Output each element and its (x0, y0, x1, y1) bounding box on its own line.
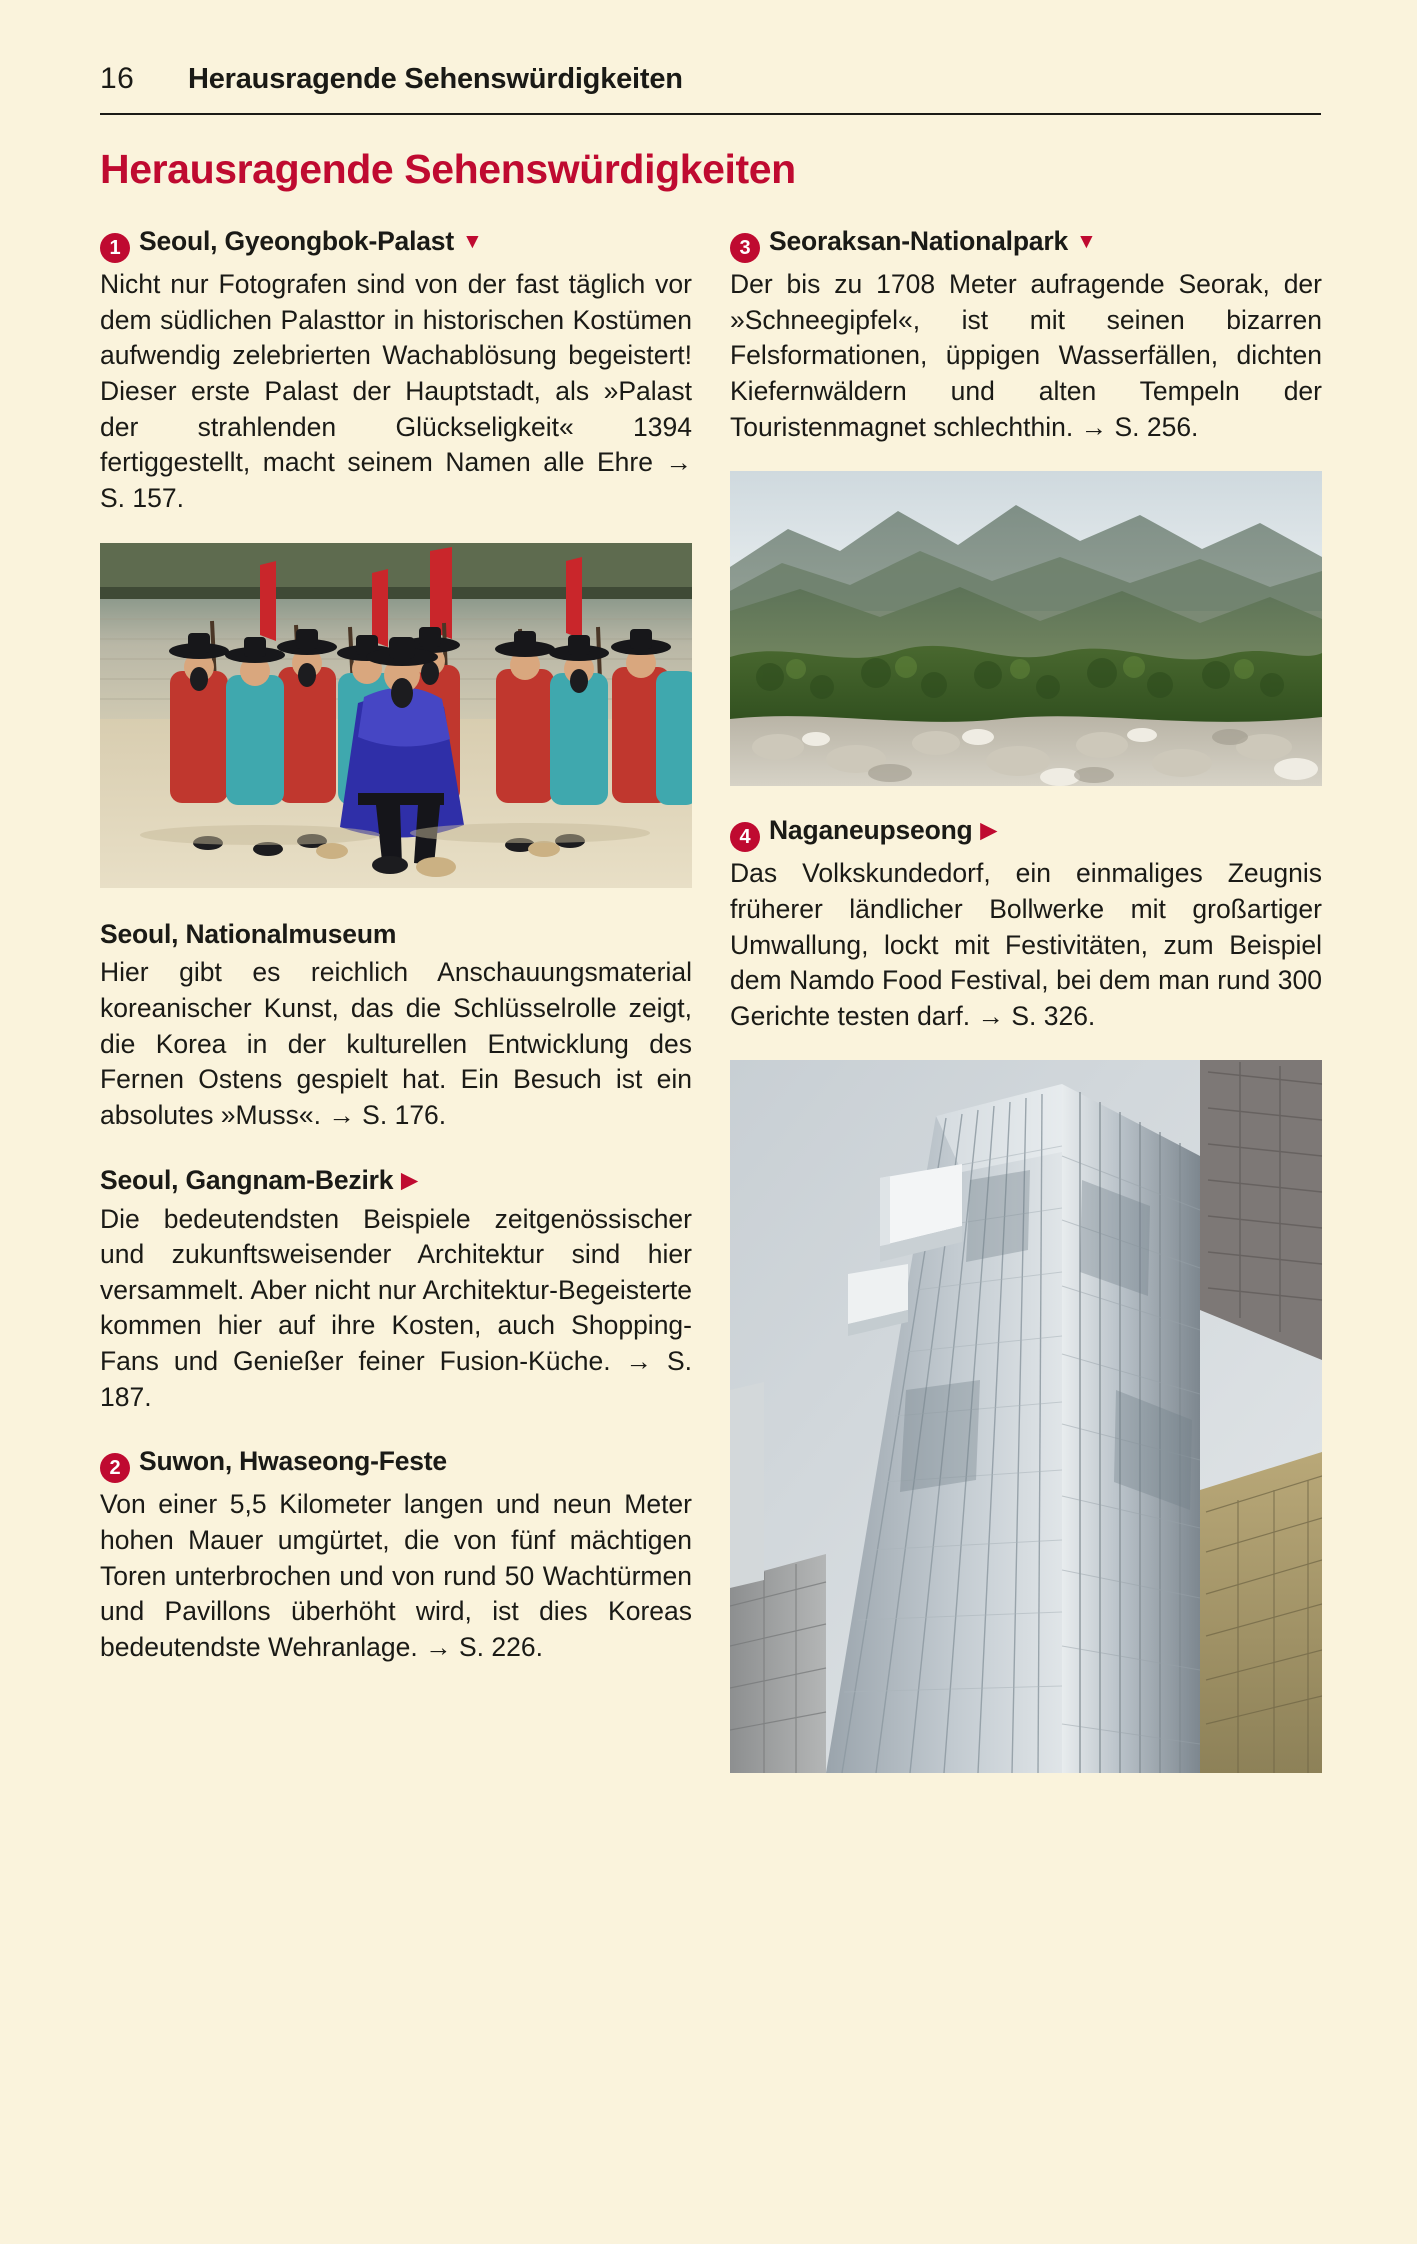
entry-body: Nicht nur Fotografen sind von der fast täglich vor dem südlichen Palasttor in historischen Kostümen aufwendig zelebrierten Wachablösung begeistert! Dieser erste Palast der Hauptstadt, als »Palast der strahlenden Glückseligkeit« 1394 fertiggestellt, macht seinem Namen alle Ehre → S. 157. (100, 269, 692, 513)
photo-royal-guards (100, 543, 692, 888)
entry-heading (100, 918, 692, 952)
entry-heading (100, 225, 692, 263)
photo-gangnam-skyscraper-image (730, 1060, 1322, 1773)
left-column (100, 225, 692, 1696)
header-rule (100, 113, 1321, 115)
entry-body: Hier gibt es reichlich Anschauungsmaterial koreanischer Kunst, das die Schlüsselrolle zeigt, die Korea in der kulturellen Entwicklung des Fernen Ostens gespielt hat. Ein Besuch ist ein absolutes »Muss«. → S. 176. (100, 957, 692, 1130)
entry-naganeupseong (730, 814, 1322, 1034)
number-badge-1: 1 (100, 233, 130, 263)
triangle-right-icon (401, 1170, 417, 1191)
two-column-body (100, 225, 1321, 1773)
running-title: Herausragende Sehenswürdigkeiten (188, 63, 683, 95)
right-column (730, 225, 1322, 1773)
triangle-right-icon (981, 820, 997, 841)
triangle-down-icon (1076, 231, 1097, 252)
entry-heading (730, 814, 1322, 852)
number-badge-2: 2 (100, 1453, 130, 1483)
entry-body: Das Volkskundedorf, ein einmaliges Zeugnis früherer ländlicher Bollwerke mit großartiger Umwallung, lockt mit Festivitäten, zum Beispiel dem Namdo Food Festival, bei dem man rund 300 Gerichte testen darf. → S. 326. (730, 858, 1322, 1031)
entry-body: Von einer 5,5 Kilometer langen und neun Meter hohen Mauer umgürtet, die von fünf mächtigen Toren unterbrochen und von rund 50 Wachtürmen und Pavillons überhöht wird, ist dies Koreas bedeutendste Wehranlage. → S. 226. (100, 1489, 692, 1662)
entry-heading-label: Seoraksan-Nationalpark (769, 226, 1068, 257)
triangle-down-icon (462, 231, 483, 252)
photo-seoraksan-valley-image (730, 471, 1322, 786)
entry-heading-label: Seoul, Nationalmuseum (100, 918, 397, 949)
entry-suwon-hwaseong (100, 1445, 692, 1665)
number-badge-3: 3 (730, 233, 760, 263)
page-title: Herausragende Sehenswürdigkeiten (100, 146, 796, 192)
running-header (100, 62, 1321, 108)
entry-heading-label: Suwon, Hwaseong-Feste (139, 1446, 447, 1477)
entry-heading (100, 1445, 692, 1483)
entry-heading-label: Seoul, Gangnam-Bezirk (100, 1164, 394, 1195)
entry-heading (730, 225, 1322, 263)
page-number: 16 (100, 62, 135, 95)
entry-seoul-gyeongbok (100, 225, 692, 516)
entry-seoul-nationalmuseum (100, 918, 692, 1134)
entry-seoraksan-nationalpark (730, 225, 1322, 445)
entry-body: Die bedeutendsten Beispiele zeitgenössischer und zukunftsweisender Architektur sind hier versammelt. Aber nicht nur Architektur-Begeisterte kommen hier auf ihre Kosten, auch Shopping-Fans und Genießer feiner Fusion-Küche. → S. 187. (100, 1203, 692, 1412)
entry-heading (100, 1164, 692, 1198)
entry-heading-label: Seoul, Gyeongbok-Palast (139, 226, 454, 257)
entry-body: Der bis zu 1708 Meter aufragende Seorak, der »Schneegipfel«, ist mit seinen bizarren Felsformationen, üppigen Wasserfällen, dichten Kiefernwäldern und alten Tempeln der Touristenmagnet schlechthin. → S. 256. (730, 269, 1322, 442)
photo-gangnam-skyscraper (730, 1060, 1322, 1773)
photo-seoraksan-valley (730, 471, 1322, 786)
entry-seoul-gangnam (100, 1164, 692, 1416)
entry-heading-label: Naganeupseong (769, 815, 973, 846)
number-badge-4: 4 (730, 822, 760, 852)
photo-royal-guards-image (100, 543, 692, 888)
